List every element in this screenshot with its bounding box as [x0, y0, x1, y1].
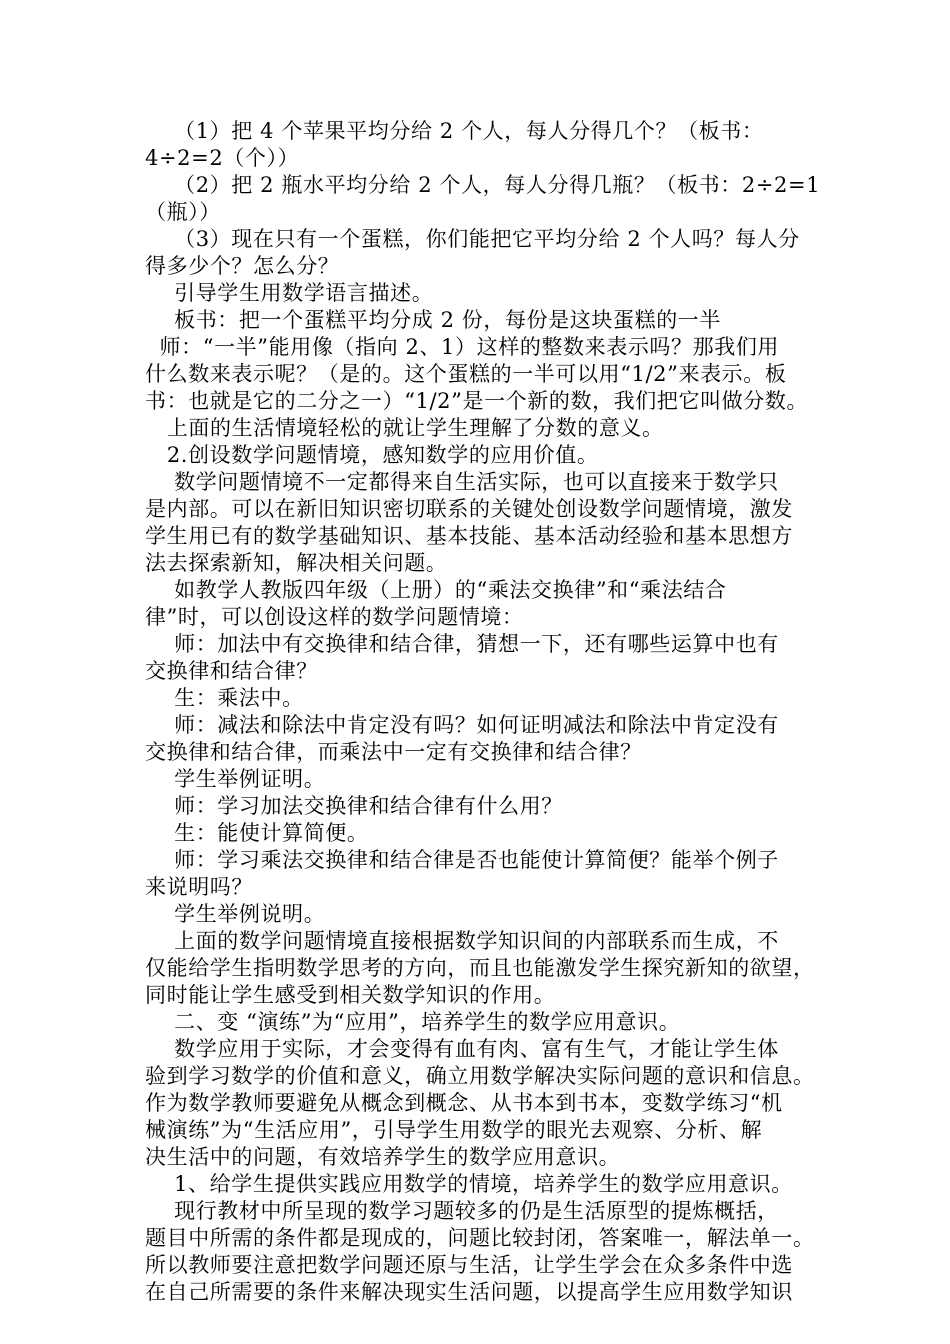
text-line: 来说明吗？: [145, 875, 253, 899]
text-line: 2.创设数学问题情境，感知数学的应用价值。: [145, 443, 599, 467]
text-line: 学生用已有的数学基础知识、基本技能、基本活动经验和基本思想方: [145, 524, 793, 548]
text-line: 在自己所需要的条件来解决现实生活问题，以提高学生应用数学知识: [145, 1280, 793, 1304]
text-line: 二、变 “演练”为“应用”，培养学生的数学应用意识。: [145, 1010, 681, 1034]
text-line: 械演练”为“生活应用”，引导学生用数学的眼光去观察、分析、解: [145, 1118, 763, 1142]
text-line: 决生活中的问题，有效培养学生的数学应用意识。: [145, 1145, 621, 1169]
text-line: 学生举例证明。: [145, 767, 326, 791]
text-line: 引导学生用数学语言描述。: [145, 281, 434, 305]
text-line: 如教学人教版四年级（上册）的“乘法交换律”和“乘法结合: [145, 578, 727, 602]
text-line: 数学问题情境不一定都得来自生活实际，也可以直接来于数学只: [145, 470, 779, 494]
text-line: 师：学习乘法交换律和结合律是否也能使计算简便？能举个例子: [145, 848, 779, 872]
text-line: 律”时，可以创设这样的数学问题情境：: [145, 605, 524, 629]
text-line: 师：减法和除法中肯定没有吗？如何证明减法和除法中肯定没有: [145, 713, 779, 737]
text-line: 验到学习数学的价值和意义，确立用数学解决实际问题的意识和信息。: [145, 1064, 815, 1088]
text-line: 交换律和结合律？: [145, 659, 318, 683]
text-line: 是内部。可以在新旧知识密切联系的关键处创设数学问题情境，激发: [145, 497, 793, 521]
text-line: 师：学习加法交换律和结合律有什么用？: [145, 794, 563, 818]
text-line: 学生举例说明。: [145, 902, 326, 926]
text-line: 所以教师要注意把数学问题还原与生活，让学生学会在众多条件中选: [145, 1253, 793, 1277]
text-line: 作为数学教师要避免从概念到概念、从书本到书本，变数学练习“机: [145, 1091, 783, 1115]
text-line: 书：也就是它的二分之一）“1/2”是一个新的数，我们把它叫做分数。: [145, 389, 809, 413]
text-line: 4÷2=2（个））: [145, 146, 300, 170]
text-line: 生：乘法中。: [145, 686, 304, 710]
text-line: 板书：把一个蛋糕平均分成 2 份，每份是这块蛋糕的一半: [145, 308, 722, 332]
text-line: 得多少个？怎么分？: [145, 254, 340, 278]
text-line: （2）把 2 瓶水平均分给 2 个人，每人分得几瓶？（板书：2÷2=1: [145, 173, 821, 197]
text-line: 1、给学生提供实践应用数学的情境，培养学生的数学应用意识。: [145, 1172, 793, 1196]
text-line: 上面的数学问题情境直接根据数学知识间的内部联系而生成，不: [145, 929, 779, 953]
text-line: 交换律和结合律，而乘法中一定有交换律和结合律？: [145, 740, 642, 764]
text-line: 师：“一半”能用像（指向 2、1）这样的整数来表示吗？那我们用: [145, 335, 780, 359]
text-line: 同时能让学生感受到相关数学知识的作用。: [145, 983, 556, 1007]
text-line: 现行教材中所呈现的数学习题较多的仍是生活原型的提炼概括，: [145, 1199, 779, 1223]
text-line: 法去探索新知，解决相关问题。: [145, 551, 448, 575]
text-line: （3）现在只有一个蛋糕，你们能把它平均分给 2 个人吗？每人分: [145, 227, 800, 251]
text-line: 数学应用于实际，才会变得有血有肉、富有生气，才能让学生体: [145, 1037, 779, 1061]
text-line: （1）把 4 个苹果平均分给 2 个人，每人分得几个？（板书：: [145, 119, 764, 143]
text-line: 什么数来表示呢？（是的。这个蛋糕的一半可以用“1/2”来表示。板: [145, 362, 787, 386]
text-line: 生：能使计算简便。: [145, 821, 369, 845]
text-line: 仅能给学生指明数学思考的方向，而且也能激发学生探究新知的欲望，: [145, 956, 815, 980]
text-line: 上面的生活情境轻松的就让学生理解了分数的意义。: [145, 416, 664, 440]
text-line: 师：加法中有交换律和结合律，猜想一下，还有哪些运算中也有: [145, 632, 779, 656]
text-line: （瓶））: [145, 200, 221, 224]
text-line: 题目中所需的条件都是现成的，问题比较封闭，答案唯一，解法单一。: [145, 1226, 815, 1250]
